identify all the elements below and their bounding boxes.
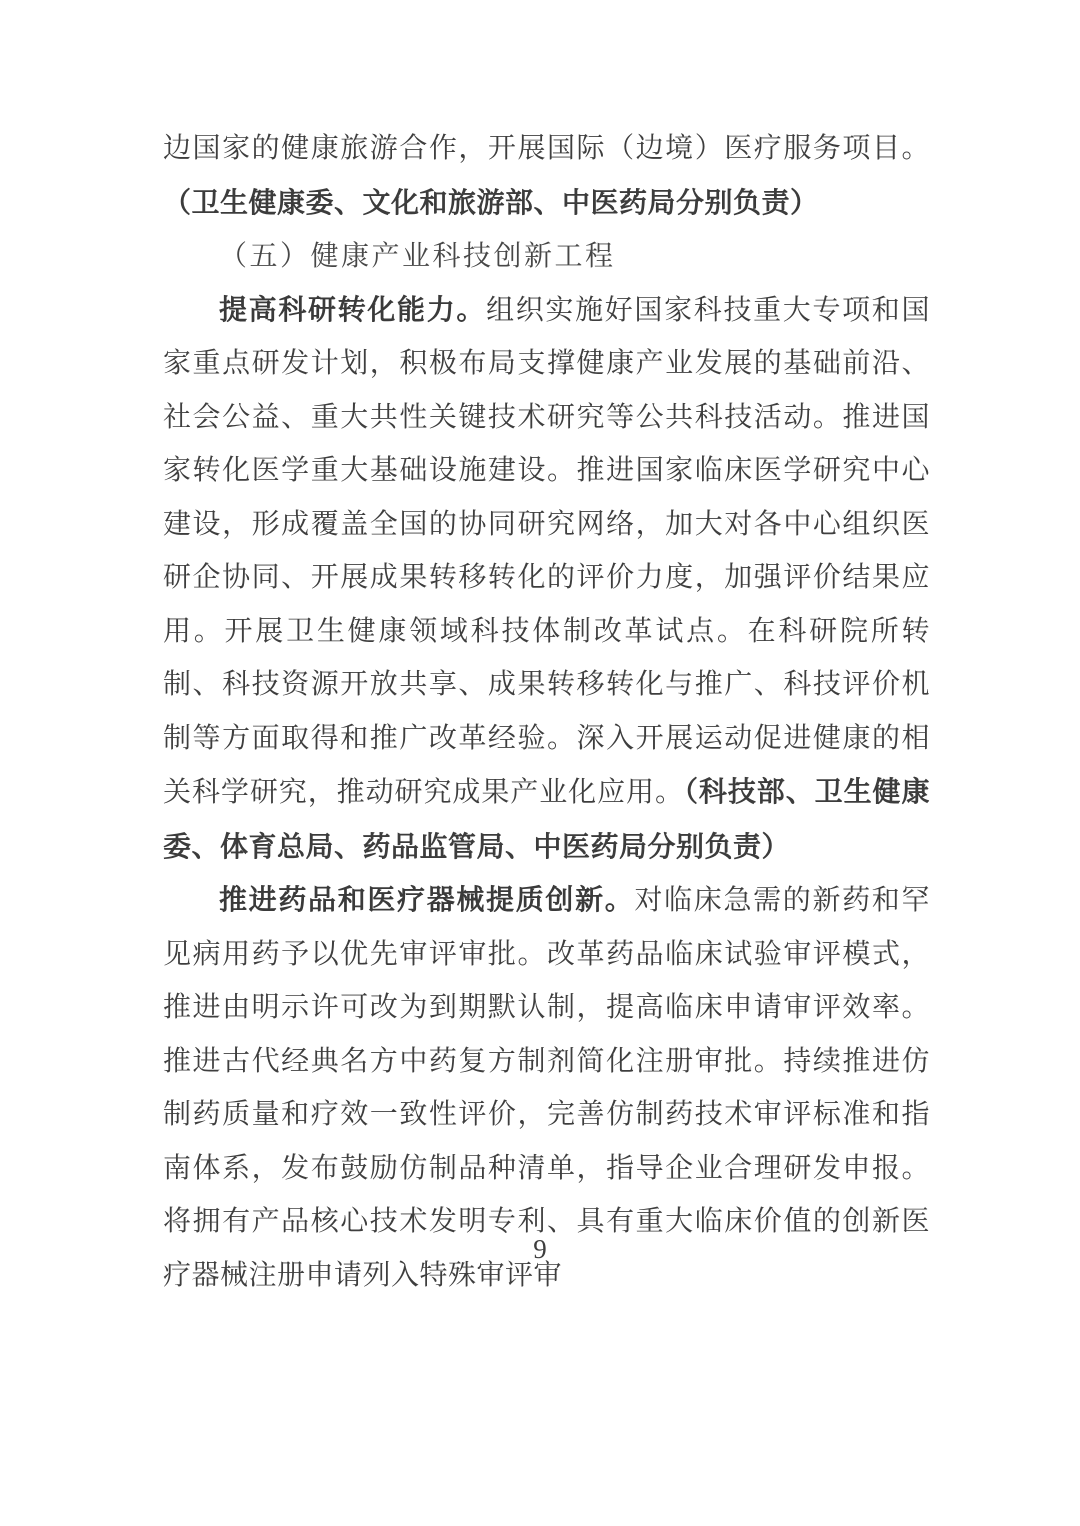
text-run-bold-sans: （卫生健康委、文化和旅游部、中医药局分别负责） bbox=[163, 186, 819, 218]
document-body bbox=[163, 122, 930, 1302]
paragraph-continuation-intl-health-tourism bbox=[163, 122, 930, 230]
paragraph-section-heading-5 bbox=[163, 230, 930, 284]
paragraph-research-transformation bbox=[163, 284, 930, 875]
text-run-body: 对临床急需的新药和罕见病用药予以优先审评审批。改革药品临床试验审评模式，推进由明示许可改为到期默认制，提高临床申请审评效率。推进古代经典名方中药复方制剂简化注册审批。持续推进仿制药质量和疗效一致性评价，完善仿制药技术审评标准和指南体系，发布鼓励仿制品种清单，指导企业合理研发申报。将拥有产品核心技术发明专利、具有重大临床价值的创新医疗器械注册申请列入特殊审评审 bbox=[163, 885, 930, 1291]
text-run-bold-serif: 提高科研转化能力。 bbox=[219, 294, 487, 326]
text-run-bold-serif: 推进药品和医疗器械提质创新。 bbox=[219, 885, 635, 916]
text-run-body: （五）健康产业科技创新工程 bbox=[219, 241, 616, 272]
page-number: 9 bbox=[533, 1234, 547, 1264]
text-run-bold-sans: （科技部、卫生健康委、体育总局、药品监管局、中医药局分别负责） bbox=[163, 776, 930, 862]
text-run-body: 组织实施好国家科技重大专项和国家重点研发计划，积极布局支撑健康产业发展的基础前沿、社会公益、重大共性关键技术研究等公共科技活动。推进国家转化医学重大基础设施建设。推进国家临床医学研究中心建设，形成覆盖全国的协同研究网络，加大对各中心组织医研企协同、开展成果转移转化的评价力度，加强评价结果应用。开展卫生健康领域科技体制改革试点。在科研院所转制、科技资源开放共享、成果转移转化与推广、科技评价机制等方面取得和推广改革经验。深入开展运动促进健康的相关科学研究，推动研究成果产业化应用。 bbox=[163, 294, 930, 808]
text-run-body: 边国家的健康旅游合作，开展国际（边境）医疗服务项目。 bbox=[163, 133, 930, 164]
